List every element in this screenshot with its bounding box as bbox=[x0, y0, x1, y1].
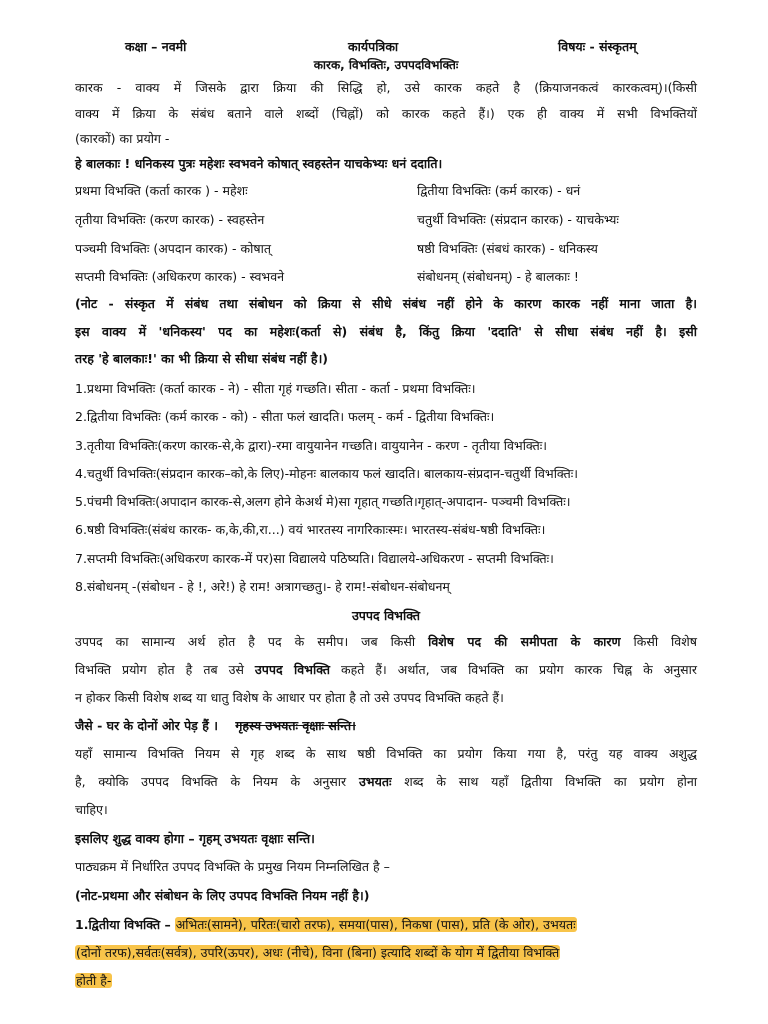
example-line: 2.द्वितीया विभक्तिः (कर्म कारक - को) - सीता फलं खादति। फलम् - कर्म - द्वितीया विभक्तिः। bbox=[75, 409, 495, 424]
upapada-para-3: न होकर किसी विशेष शब्द या धातु विशेष के आधार पर होता है तो उसे उपपद विभक्ति कहते हैं। bbox=[75, 690, 504, 705]
text-run: शब्द के साथ यहाँ द्वितीया विभक्ति का प्रयोग होना bbox=[404, 774, 697, 789]
intro-line-1: कारक - वाक्य में जिसके द्वारा क्रिया की सिद्धि हो, उसे कारक कहते है (क्रियाजनकत्वं कारकत्वम्)।(किसी bbox=[75, 80, 697, 95]
upapada-para-1 bbox=[75, 634, 697, 650]
intro-line-3: (कारकों) का प्रयोग - bbox=[75, 131, 170, 146]
upapada-para-2 bbox=[75, 662, 697, 678]
example-line: 8.संबोधनम् -(संबोधन - हे !, अरे!) हे राम! अत्रागच्छतु।- हे राम!-संबोधन-संबोधनम् bbox=[75, 579, 450, 594]
pair-left: पञ्चमी विभक्तिः (अपदान कारक) - कोषात् bbox=[75, 241, 271, 256]
example-line: 3.तृतीया विभक्तिः(करण कारक-से,के द्वारा)-रमा वायुयानेन गच्छति। वायुयानेन - करण - तृतीया विभक्तिः। bbox=[75, 438, 548, 453]
example-line: 6.षष्ठी विभक्तिः(संबंध कारक- क,के,की,रा...) वयं भारतस्य नागरिकाःस्मः। भारतस्य-संबंध-षष्ठी विभक्तिः। bbox=[75, 522, 546, 537]
header-subject: विषयः - संस्कृतम् bbox=[558, 39, 637, 54]
upapada-note: (नोट-प्रथमा और संबोधन के लिए उपपद विभक्ति नियम नहीं है।) bbox=[75, 888, 370, 903]
explain-line-2 bbox=[75, 774, 697, 790]
pair-right: षष्ठी विभक्तिः (संबधं कारक) - धनिकस्य bbox=[417, 241, 598, 256]
correct-sentence: इसलिए शुद्ध वाक्य होगा – गृहम् उभयतः वृक्षाः सन्ति। bbox=[75, 831, 315, 846]
syllabus-line: पाठ्यक्रम में निर्धारित उपपद विभक्ति के प्रमुख नियम निम्नलिखित है – bbox=[75, 859, 390, 874]
pair-row bbox=[75, 183, 697, 199]
text-run: किसी विशेष bbox=[633, 634, 697, 649]
pair-row bbox=[75, 241, 697, 257]
rule-1-line-3 bbox=[75, 973, 697, 989]
note-line-1: (नोट - संस्कृत में संबंध तथा संबोधन को क्रिया से सीधे संबंध नहीं होने के कारण कारक नहीं माना जाता है। bbox=[75, 296, 697, 311]
note-line-3: तरह 'हे बालकाः!' का भी क्रिया से सीधा संबंध नहीं है।) bbox=[75, 351, 329, 366]
intro-line-2: वाक्य में क्रिया के संबंध बताने वाले शब्दों (चिह्नों) को कारक कहते हैं।) एक ही वाक्य में सभी विभक्तियों bbox=[75, 106, 697, 121]
struck-sentence: गृहस्य उभयतः वृक्षाः सन्ति। bbox=[235, 718, 356, 733]
pair-row bbox=[75, 212, 697, 228]
example-sentence: हे बालकाः ! धनिकस्य पुत्रः महेशः स्वभवने कोषात् स्वहस्तेन याचकेभ्यः धनं ददाति। bbox=[75, 156, 443, 171]
highlighted-text: अभितः(सामने), परितः(चारो तरफ), समया(पास), निकषा (पास), प्रति (के ओर), उभयतः bbox=[175, 917, 576, 932]
pair-right: द्वितीया विभक्तिः (कर्म कारक) - धनं bbox=[417, 183, 581, 198]
text-run: कहते हैं। अर्थात, जब विभक्ति का प्रयोग कारक चिह्न के अनुसार bbox=[341, 662, 697, 677]
pair-left: प्रथमा विभक्ति (कर्ता कारक ) - महेशः bbox=[75, 183, 248, 198]
note-line-2: इस वाक्य में 'धनिकस्य' पद का महेशः(कर्ता से) संबंध है, किंतु क्रिया 'ददाति' से सीधा संबंध नहीं है। इसी bbox=[75, 324, 697, 339]
highlighted-text: होती है- bbox=[76, 973, 112, 988]
explain-line-3: चाहिए। bbox=[75, 802, 108, 817]
page-subtitle: कारक, विभक्तिः, उपपदविभक्तिः bbox=[313, 58, 459, 72]
highlighted-text: (दोनों तरफ),सर्वतः(सर्वत्र), उपरि(ऊपर), अधः (नीचे), विना (बिना) इत्यादि शब्दों के योग में द्वितीया विभक्ति bbox=[76, 945, 560, 960]
header-class: कक्षा – नवमी bbox=[125, 39, 187, 54]
pair-right: चतुर्थी विभक्तिः (संप्रदान कारक) - याचकेभ्यः bbox=[417, 212, 619, 227]
pair-left: तृतीया विभक्तिः (करण कारक) - स्वहस्तेन bbox=[75, 212, 265, 227]
text-run: विभक्ति प्रयोग होत है तब उसे bbox=[75, 662, 244, 677]
example-line: 7.सप्तमी विभक्तिः(अधिकरण कारक-में पर)सा विद्यालये पठिष्यति। विद्यालये-अधिकरण - सप्तमी विभक्तिः। bbox=[75, 551, 554, 566]
example-label: जैसे - घर के दोनों ओर पेड़ हैं । bbox=[75, 718, 218, 733]
text-run-bold: उभयतः bbox=[358, 774, 392, 789]
upapada-example bbox=[75, 718, 697, 734]
text-run: उपपद का सामान्य अर्थ होत है पद के समीप। जब किसी bbox=[75, 634, 416, 649]
text-run: है, क्योकि उपपद विभक्ति के नियम के अनुसार bbox=[75, 774, 347, 789]
rule-1-line-2 bbox=[75, 945, 697, 961]
text-run-bold: उपपद विभक्ति bbox=[254, 662, 331, 677]
header-title: कार्यपत्रिका bbox=[348, 39, 399, 54]
text-run-bold: विशेष पद की समीपता के कारण bbox=[428, 634, 621, 649]
rule-label: 1.द्वितीया विभक्ति – bbox=[75, 917, 171, 932]
example-line: 5.पंचमी विभक्तिः(अपादान कारक-से,अलग होने केअर्थ मे)सा गृहात् गच्छति।गृहात्-अपादान- पञ्चमी विभक्तिः। bbox=[75, 494, 571, 509]
upapada-heading: उपपद विभक्ति bbox=[351, 608, 421, 623]
rule-1-line-1 bbox=[75, 917, 697, 933]
pair-left: सप्तमी विभक्तिः (अधिकरण कारक) - स्वभवने bbox=[75, 269, 285, 284]
pair-row bbox=[75, 269, 697, 285]
pair-right: संबोधनम् (संबोधनम्) - हे बालकाः ! bbox=[417, 269, 579, 284]
explain-line-1: यहाँ सामान्य विभक्ति नियम से गृह शब्द के साथ षष्ठी विभक्ति का प्रयोग किया गया है, परंतु यह वाक्य अशुद्ध bbox=[75, 746, 697, 761]
example-line: 4.चतुर्थी विभक्तिः(संप्रदान कारक–को,के लिए)-मोहनः बालकाय फलं खादति। बालकाय-संप्रदान-चतुर्थी विभक्तिः। bbox=[75, 466, 579, 481]
example-line: 1.प्रथमा विभक्तिः (कर्ता कारक - ने) - सीता गृहं गच्छति। सीता - कर्ता - प्रथमा विभक्तिः। bbox=[75, 381, 476, 396]
